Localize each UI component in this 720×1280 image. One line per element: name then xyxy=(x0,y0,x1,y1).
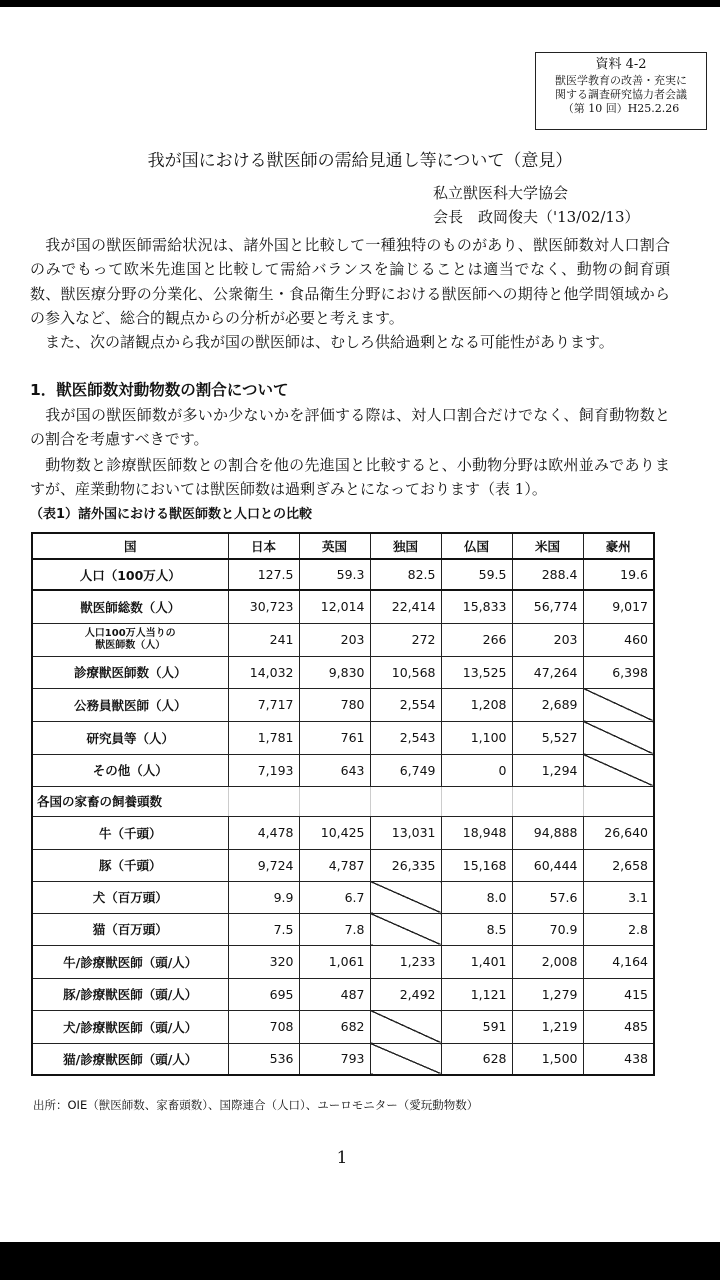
value-cell: 6,749 xyxy=(370,754,441,786)
value-cell: 19.6 xyxy=(583,559,654,590)
row-label: その他（人） xyxy=(32,754,228,786)
table-row xyxy=(32,754,654,786)
value-cell: 10,425 xyxy=(299,816,370,849)
value-cell: 2,492 xyxy=(370,978,441,1010)
value-cell: 536 xyxy=(228,1043,299,1075)
value-cell: 2,554 xyxy=(370,688,441,721)
value-cell: 1,100 xyxy=(441,721,512,754)
section-heading-1: 1．獣医師数対動物数の割合について xyxy=(30,381,289,399)
row-label: 犬/診療獣医師（頭/人） xyxy=(32,1010,228,1043)
paragraph-3: 我が国の獣医師数が多いか少ないかを評価する際は、対人口割合だけでなく、飼育動物数との割合を考慮すべきです。 xyxy=(30,406,670,449)
row-label: 公務員獣医師（人） xyxy=(32,688,228,721)
empty-cell-diagonal xyxy=(370,913,441,945)
table-row xyxy=(32,656,654,688)
value-cell: 7.5 xyxy=(228,913,299,945)
value-cell: 5,527 xyxy=(512,721,583,754)
value-cell: 485 xyxy=(583,1010,654,1043)
top-black-bar xyxy=(0,0,720,7)
blank-cell xyxy=(299,786,370,816)
value-cell: 0 xyxy=(441,754,512,786)
value-cell: 9,830 xyxy=(299,656,370,688)
value-cell: 320 xyxy=(228,945,299,978)
value-cell: 487 xyxy=(299,978,370,1010)
table-caption: （表1）諸外国における獣医師数と人口との比較 xyxy=(30,507,313,522)
value-cell: 26,640 xyxy=(583,816,654,849)
reference-line-1: 獣医学教育の改善・充実に xyxy=(555,74,687,87)
bottom-black-bar xyxy=(0,1242,720,1280)
row-label: 牛/診療獣医師（頭/人） xyxy=(32,945,228,978)
value-cell: 2,689 xyxy=(512,688,583,721)
value-cell: 13,031 xyxy=(370,816,441,849)
value-cell: 288.4 xyxy=(512,559,583,590)
value-cell: 2,008 xyxy=(512,945,583,978)
row-label: 犬（百万頭） xyxy=(32,881,228,913)
empty-cell-diagonal xyxy=(370,881,441,913)
value-cell: 682 xyxy=(299,1010,370,1043)
table-row xyxy=(32,1043,654,1075)
row-label: 獣医師総数（人） xyxy=(32,590,228,623)
value-cell: 70.9 xyxy=(512,913,583,945)
value-cell: 56,774 xyxy=(512,590,583,623)
value-cell: 1,208 xyxy=(441,688,512,721)
vet-comparison-table xyxy=(31,532,655,1076)
value-cell: 30,723 xyxy=(228,590,299,623)
value-cell: 9,017 xyxy=(583,590,654,623)
table-row xyxy=(32,881,654,913)
value-cell: 203 xyxy=(299,623,370,656)
table-row xyxy=(32,688,654,721)
value-cell: 59.5 xyxy=(441,559,512,590)
paragraph-4: 動物数と診療獣医師数との割合を他の先進国と比較すると、小動物分野は欧州並みでありますが、産業動物においては獣医師数は過剰ぎみとになっております（表 1）。 xyxy=(30,456,670,499)
row-label: 牛（千頭） xyxy=(32,816,228,849)
row-label: 研究員等（人） xyxy=(32,721,228,754)
reference-line-3: （第 10 回）H25.2.26 xyxy=(562,102,680,115)
value-cell: 94,888 xyxy=(512,816,583,849)
value-cell: 47,264 xyxy=(512,656,583,688)
value-cell: 438 xyxy=(583,1043,654,1075)
value-cell: 4,478 xyxy=(228,816,299,849)
value-cell: 241 xyxy=(228,623,299,656)
value-cell: 8.0 xyxy=(441,881,512,913)
section-label: 各国の家畜の飼養頭数 xyxy=(32,786,228,816)
value-cell: 460 xyxy=(583,623,654,656)
value-cell: 1,781 xyxy=(228,721,299,754)
header-country: 豪州 xyxy=(583,533,654,559)
blank-cell xyxy=(370,786,441,816)
row-label: 豚（千頭） xyxy=(32,849,228,881)
value-cell: 1,279 xyxy=(512,978,583,1010)
value-cell: 57.6 xyxy=(512,881,583,913)
value-cell: 10,568 xyxy=(370,656,441,688)
value-cell: 591 xyxy=(441,1010,512,1043)
value-cell: 6,398 xyxy=(583,656,654,688)
row-label: 人口（100万人） xyxy=(32,559,228,590)
value-cell: 2,543 xyxy=(370,721,441,754)
value-cell: 1,294 xyxy=(512,754,583,786)
value-cell: 15,833 xyxy=(441,590,512,623)
value-cell: 60,444 xyxy=(512,849,583,881)
value-cell: 203 xyxy=(512,623,583,656)
value-cell: 8.5 xyxy=(441,913,512,945)
table-row xyxy=(32,533,654,559)
value-cell: 1,401 xyxy=(441,945,512,978)
reference-title: 資料 4-2 xyxy=(595,57,647,72)
row-label: 猫（百万頭） xyxy=(32,913,228,945)
empty-cell-diagonal xyxy=(370,1010,441,1043)
value-cell: 1,500 xyxy=(512,1043,583,1075)
value-cell: 4,787 xyxy=(299,849,370,881)
value-cell: 7.8 xyxy=(299,913,370,945)
table-row xyxy=(32,786,654,816)
document-title: 我が国における獣医師の需給見通し等について（意見） xyxy=(147,151,573,171)
header-country: 日本 xyxy=(228,533,299,559)
blank-cell xyxy=(228,786,299,816)
value-cell: 26,335 xyxy=(370,849,441,881)
value-cell: 4,164 xyxy=(583,945,654,978)
value-cell: 15,168 xyxy=(441,849,512,881)
reference-line-2: 関する調査研究協力者会議 xyxy=(555,88,687,101)
table-row xyxy=(32,721,654,754)
value-cell: 695 xyxy=(228,978,299,1010)
empty-cell-diagonal xyxy=(583,688,654,721)
value-cell: 82.5 xyxy=(370,559,441,590)
empty-cell-diagonal xyxy=(370,1043,441,1075)
value-cell: 127.5 xyxy=(228,559,299,590)
row-label: 人口100万人当りの 獣医師数（人） xyxy=(32,623,228,656)
table-row xyxy=(32,623,654,656)
value-cell: 6.7 xyxy=(299,881,370,913)
row-label: 豚/診療獣医師（頭/人） xyxy=(32,978,228,1010)
value-cell: 2,658 xyxy=(583,849,654,881)
value-cell: 708 xyxy=(228,1010,299,1043)
paragraph-1: 我が国の獣医師需給状況は、諸外国と比較して一種独特のものがあり、獣医師数対人口割合のみでもって欧米先進国と比較して需給バランスを論じることは適当でなく、動物の飼育頭数、獣医療分野の分業化、公衆衛生・食品衛生分野における獣医師への期待と他学問領域からの参入など、総合的観点からの分析が必要と考えます。 xyxy=(30,236,670,328)
empty-cell-diagonal xyxy=(583,721,654,754)
header-country: 英国 xyxy=(299,533,370,559)
empty-cell-diagonal xyxy=(583,754,654,786)
value-cell: 9,724 xyxy=(228,849,299,881)
value-cell: 59.3 xyxy=(299,559,370,590)
table-row xyxy=(32,559,654,590)
author-line: 会長 政岡俊夫（'13/02/13） xyxy=(433,208,640,226)
table-row xyxy=(32,978,654,1010)
value-cell: 12,014 xyxy=(299,590,370,623)
value-cell: 14,032 xyxy=(228,656,299,688)
value-cell: 22,414 xyxy=(370,590,441,623)
value-cell: 780 xyxy=(299,688,370,721)
value-cell: 266 xyxy=(441,623,512,656)
paragraph-2: また、次の諸観点から我が国の獣医師は、むしろ供給過剰となる可能性があります。 xyxy=(30,333,614,351)
table-row xyxy=(32,849,654,881)
value-cell: 272 xyxy=(370,623,441,656)
table-row xyxy=(32,913,654,945)
value-cell: 9.9 xyxy=(228,881,299,913)
value-cell: 1,061 xyxy=(299,945,370,978)
page-number: 1 xyxy=(336,1148,348,1168)
value-cell: 628 xyxy=(441,1043,512,1075)
value-cell: 1,121 xyxy=(441,978,512,1010)
value-cell: 643 xyxy=(299,754,370,786)
table-row xyxy=(32,945,654,978)
table-row xyxy=(32,816,654,849)
blank-cell xyxy=(583,786,654,816)
value-cell: 793 xyxy=(299,1043,370,1075)
value-cell: 1,219 xyxy=(512,1010,583,1043)
value-cell: 3.1 xyxy=(583,881,654,913)
value-cell: 761 xyxy=(299,721,370,754)
source-note: 出所：OIE（獣医師数、家畜頭数）、国際連合（人口）、ユーロモニター（愛玩動物数） xyxy=(33,1098,479,1112)
value-cell: 2.8 xyxy=(583,913,654,945)
reference-box xyxy=(535,52,707,130)
blank-cell xyxy=(512,786,583,816)
value-cell: 7,717 xyxy=(228,688,299,721)
blank-cell xyxy=(441,786,512,816)
header-country-label: 国 xyxy=(32,533,228,559)
header-country: 独国 xyxy=(370,533,441,559)
header-country: 米国 xyxy=(512,533,583,559)
value-cell: 1,233 xyxy=(370,945,441,978)
row-label: 猫/診療獣医師（頭/人） xyxy=(32,1043,228,1075)
header-country: 仏国 xyxy=(441,533,512,559)
table-row xyxy=(32,1010,654,1043)
value-cell: 13,525 xyxy=(441,656,512,688)
table-row xyxy=(32,590,654,623)
value-cell: 18,948 xyxy=(441,816,512,849)
value-cell: 7,193 xyxy=(228,754,299,786)
row-label: 診療獣医師数（人） xyxy=(32,656,228,688)
value-cell: 415 xyxy=(583,978,654,1010)
organization-name: 私立獣医科大学協会 xyxy=(433,184,569,202)
